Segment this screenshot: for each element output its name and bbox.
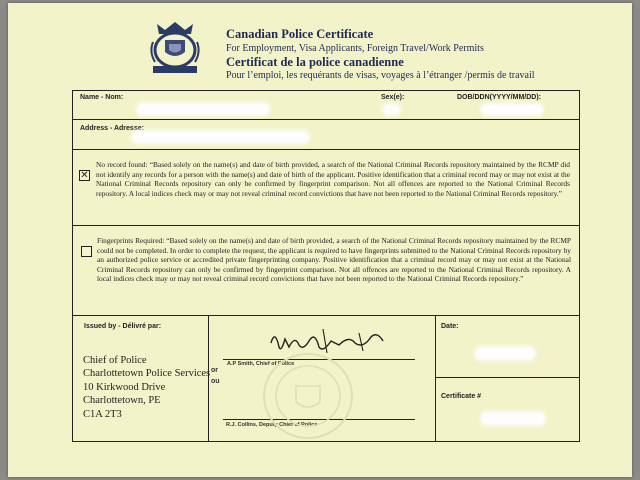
fingerprints-required-text: Fingerprints Required: “Based solely on the name(s) and date of birth provided, a search of the National Criminal Records repository maintained by the RCMP could not be completed. In order to complete the request, the applicant is required to have fingerprints submitted to the National Criminal Records repository by an authorized police service or accredited private fingerprinting company. Positive identification that a criminal record may or may not exist at the National Criminal Records repository can only be confirmed by fingerprint comparison. Not all offences are reported to the National Criminal Records repository. A local indices check may or may not reveal criminal record convictions that have not been reported to the National Criminal Records repository.”	[97, 236, 571, 284]
rcmp-crest-icon	[145, 20, 205, 78]
no-record-text: No record found: “Based solely on the name(s) and date of birth provided, a search of the National Criminal Records repository maintained by the RCMP did not identify any records for a person with the name(s) and date of birth of the applicant. Positive identification that a criminal record may or may not exist at the National Criminal Records repository can only be confirmed by fingerprint comparison. Not all offences are reported to the National Criminal Records repository. A local indices check may or may not reveal criminal record convictions that have not been reported to the National Criminal Records repository.”	[96, 160, 570, 198]
divider	[435, 315, 436, 441]
subtitle-en: For Employment, Visa Applicants, Foreign Travel/Work Permits	[226, 43, 484, 54]
date-label: Date:	[441, 323, 459, 330]
signature-2-caption: R.J. Collins, Deputy Chief of Police	[226, 422, 318, 428]
divider	[72, 119, 580, 120]
date-value-redacted	[476, 348, 534, 359]
divider	[72, 225, 580, 226]
address-label: Address - Adresse:	[80, 125, 144, 132]
issued-by-label: Issued by - Délivré par:	[84, 323, 162, 330]
issuer-line-4: Charlottetown, PE	[83, 395, 161, 406]
certificate-number-redacted	[482, 413, 544, 424]
divider	[72, 149, 580, 150]
subtitle-fr: Pour l’emploi, les requérants de visas, voyages à l’étranger /permis de travail	[226, 70, 535, 81]
sex-value-redacted	[384, 105, 399, 114]
name-label: Name - Nom:	[80, 94, 124, 101]
title-fr: Certificat de la police canadienne	[226, 55, 404, 69]
issuer-line-2: Charlottetown Police Services	[83, 368, 211, 379]
signature-1-caption: A.P Smith, Chief of Police	[227, 361, 295, 367]
dob-label: DOB/DDN(YYYY/MM/DD):	[457, 94, 541, 101]
divider	[72, 315, 580, 316]
address-value-redacted	[133, 132, 308, 142]
name-value-redacted	[138, 104, 268, 114]
no-record-checkbox[interactable]	[79, 170, 90, 181]
sex-label: Sex(e):	[381, 94, 405, 101]
or-label-2: ou	[211, 378, 220, 385]
certificate-number-label: Certificate #	[441, 393, 482, 400]
title-en: Canadian Police Certificate	[226, 27, 374, 41]
checkbox-mark: ✕	[80, 170, 89, 181]
issuer-line-3: 10 Kirkwood Drive	[83, 382, 166, 393]
issuer-line-1: Chief of Police	[83, 355, 147, 366]
certificate-page	[8, 3, 632, 477]
dob-value-redacted	[482, 105, 542, 114]
fingerprints-required-checkbox[interactable]	[81, 246, 92, 257]
divider	[435, 377, 580, 378]
or-label-1: or	[211, 367, 218, 374]
embossed-seal-icon	[258, 348, 358, 443]
issuer-line-5: C1A 2T3	[83, 409, 122, 420]
